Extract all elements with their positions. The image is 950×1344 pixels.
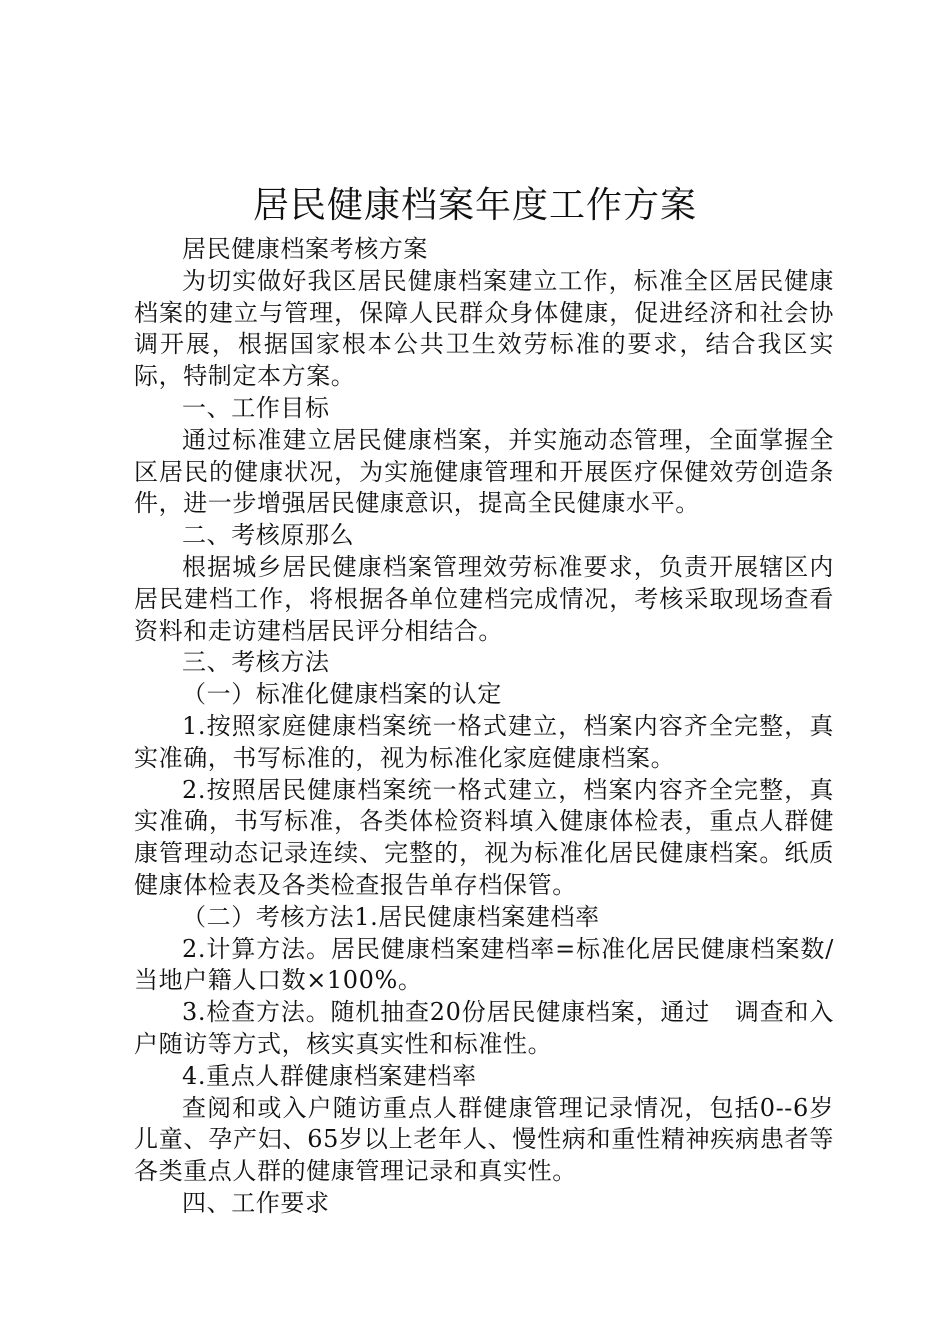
document-title: 居民健康档案年度工作方案 bbox=[252, 185, 697, 226]
paragraph: 2.按照居民健康档案统一格式建立，档案内容齐全完整，真实准确，书写标准，各类体检资料填入健康体检表，重点人群健康管理动态记录连续、完整的，视为标准化居民健康档案。纸质健康体检表及各类检查报告单存档保管。 bbox=[134, 775, 834, 899]
paragraph: 查阅和或入户随访重点人群健康管理记录情况，包括0--6岁儿童、孕产妇、65岁以上老年人、慢性病和重性精神疾病患者等各类重点人群的健康管理记录和真实性。 bbox=[134, 1093, 834, 1186]
paragraph: 1.按照家庭健康档案统一格式建立，档案内容齐全完整，真实准确，书写标准的，视为标准化家庭健康档案。 bbox=[134, 711, 834, 772]
document-body bbox=[134, 234, 834, 1220]
paragraph: 为切实做好我区居民健康档案建立工作，标准全区居民健康档案的建立与管理，保障人民群众身体健康，促进经济和社会协调开展，根据国家根本公共卫生效劳标准的要求，结合我区实际，特制定本方案。 bbox=[134, 266, 834, 391]
section-heading: 三、考核方法 bbox=[182, 648, 330, 677]
paragraph: 2.计算方法。居民健康档案建档率=标准化居民健康档案数/当地户籍人口数×100%。 bbox=[134, 934, 834, 995]
section-heading: 二、考核原那么 bbox=[182, 521, 355, 550]
paragraph: 3.检查方法。随机抽查20份居民健康档案，通过 调查和入户随访等方式，核实真实性和标准性。 bbox=[134, 998, 834, 1058]
section-heading: 一、工作目标 bbox=[182, 393, 330, 422]
paragraph: 通过标准建立居民健康档案，并实施动态管理，全面掌握全区居民的健康状况，为实施健康管理和开展医疗保健效劳创造条件，进一步增强居民健康意识，提高全民健康水平。 bbox=[134, 425, 834, 518]
subsection-heading: 4.重点人群健康档案建档率 bbox=[182, 1061, 477, 1090]
paragraph-heading: 居民健康档案考核方案 bbox=[182, 235, 428, 263]
subsection-heading: （二）考核方法1.居民健康档案建档率 bbox=[182, 902, 600, 931]
section-heading: 四、工作要求 bbox=[182, 1188, 330, 1217]
paragraph: 根据城乡居民健康档案管理效劳标准要求，负责开展辖区内居民建档工作，将根据各单位建档完成情况，考核采取现场查看资料和走访建档居民评分相结合。 bbox=[134, 552, 834, 645]
subsection-heading: （一）标准化健康档案的认定 bbox=[182, 680, 502, 709]
